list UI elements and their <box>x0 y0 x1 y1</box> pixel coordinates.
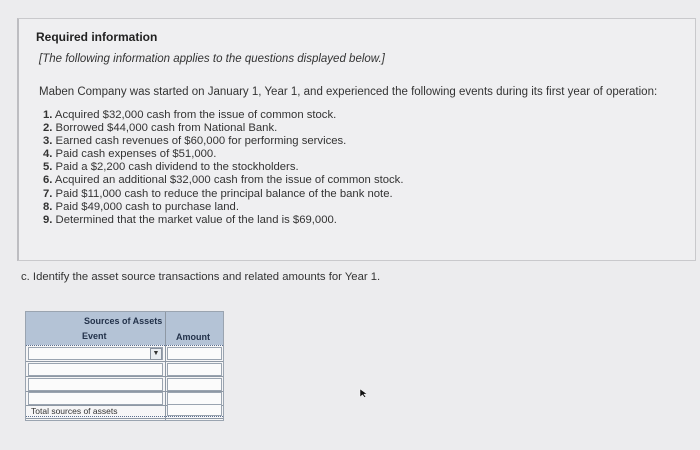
event-select[interactable] <box>28 363 163 376</box>
total-sources-label: Total sources of assets <box>31 406 118 416</box>
mouse-pointer-icon <box>359 388 369 398</box>
required-information-title: Required information <box>36 30 158 44</box>
events-list <box>43 109 403 227</box>
amount-input[interactable] <box>167 347 222 360</box>
table-bottom-border <box>26 416 223 419</box>
question-c-text: c. Identify the asset source transactions and related amounts for Year 1. <box>21 271 381 283</box>
following-info-note: [The following information applies to the questions displayed below.] <box>39 53 385 65</box>
event-item: 1. Acquired $32,000 cash from the issue of common stock. <box>43 109 337 121</box>
event-select[interactable] <box>28 347 163 360</box>
event-item: 2. Borrowed $44,000 cash from National Bank. <box>43 122 278 135</box>
event-item: 6. Acquired an additional $32,000 cash from the issue of common stock. <box>43 174 404 187</box>
event-item: 9. Determined that the market value of the land is $69,000. <box>43 213 337 226</box>
table-header <box>26 312 223 345</box>
row-divider <box>26 361 223 362</box>
row-divider <box>26 376 223 377</box>
column-divider <box>165 312 166 420</box>
amount-column-header: Amount <box>176 332 210 342</box>
event-item: 5. Paid a $2,200 cash dividend to the stockholders. <box>43 161 299 174</box>
company-intro-text: Maben Company was started on January 1, Year 1, and experienced the following events during its first year of operation: <box>39 86 658 98</box>
event-item: 3. Earned cash revenues of $60,000 for performing services. <box>43 135 347 148</box>
event-item: 4. Paid cash expenses of $51,000. <box>43 148 217 161</box>
dropdown-arrow-icon[interactable]: ▼ <box>150 348 162 360</box>
event-column-header: Event <box>82 331 107 341</box>
required-information-panel <box>17 18 696 261</box>
amount-input[interactable] <box>167 363 222 376</box>
event-select[interactable] <box>28 378 163 391</box>
event-select[interactable] <box>28 392 163 405</box>
total-amount-input[interactable] <box>167 404 222 416</box>
sources-of-assets-table <box>25 311 224 421</box>
table-title: Sources of Assets <box>84 316 163 326</box>
event-item: 8. Paid $49,000 cash to purchase land. <box>43 200 239 213</box>
amount-input[interactable] <box>167 378 222 391</box>
event-item: 7. Paid $11,000 cash to reduce the principal balance of the bank note. <box>43 187 393 200</box>
